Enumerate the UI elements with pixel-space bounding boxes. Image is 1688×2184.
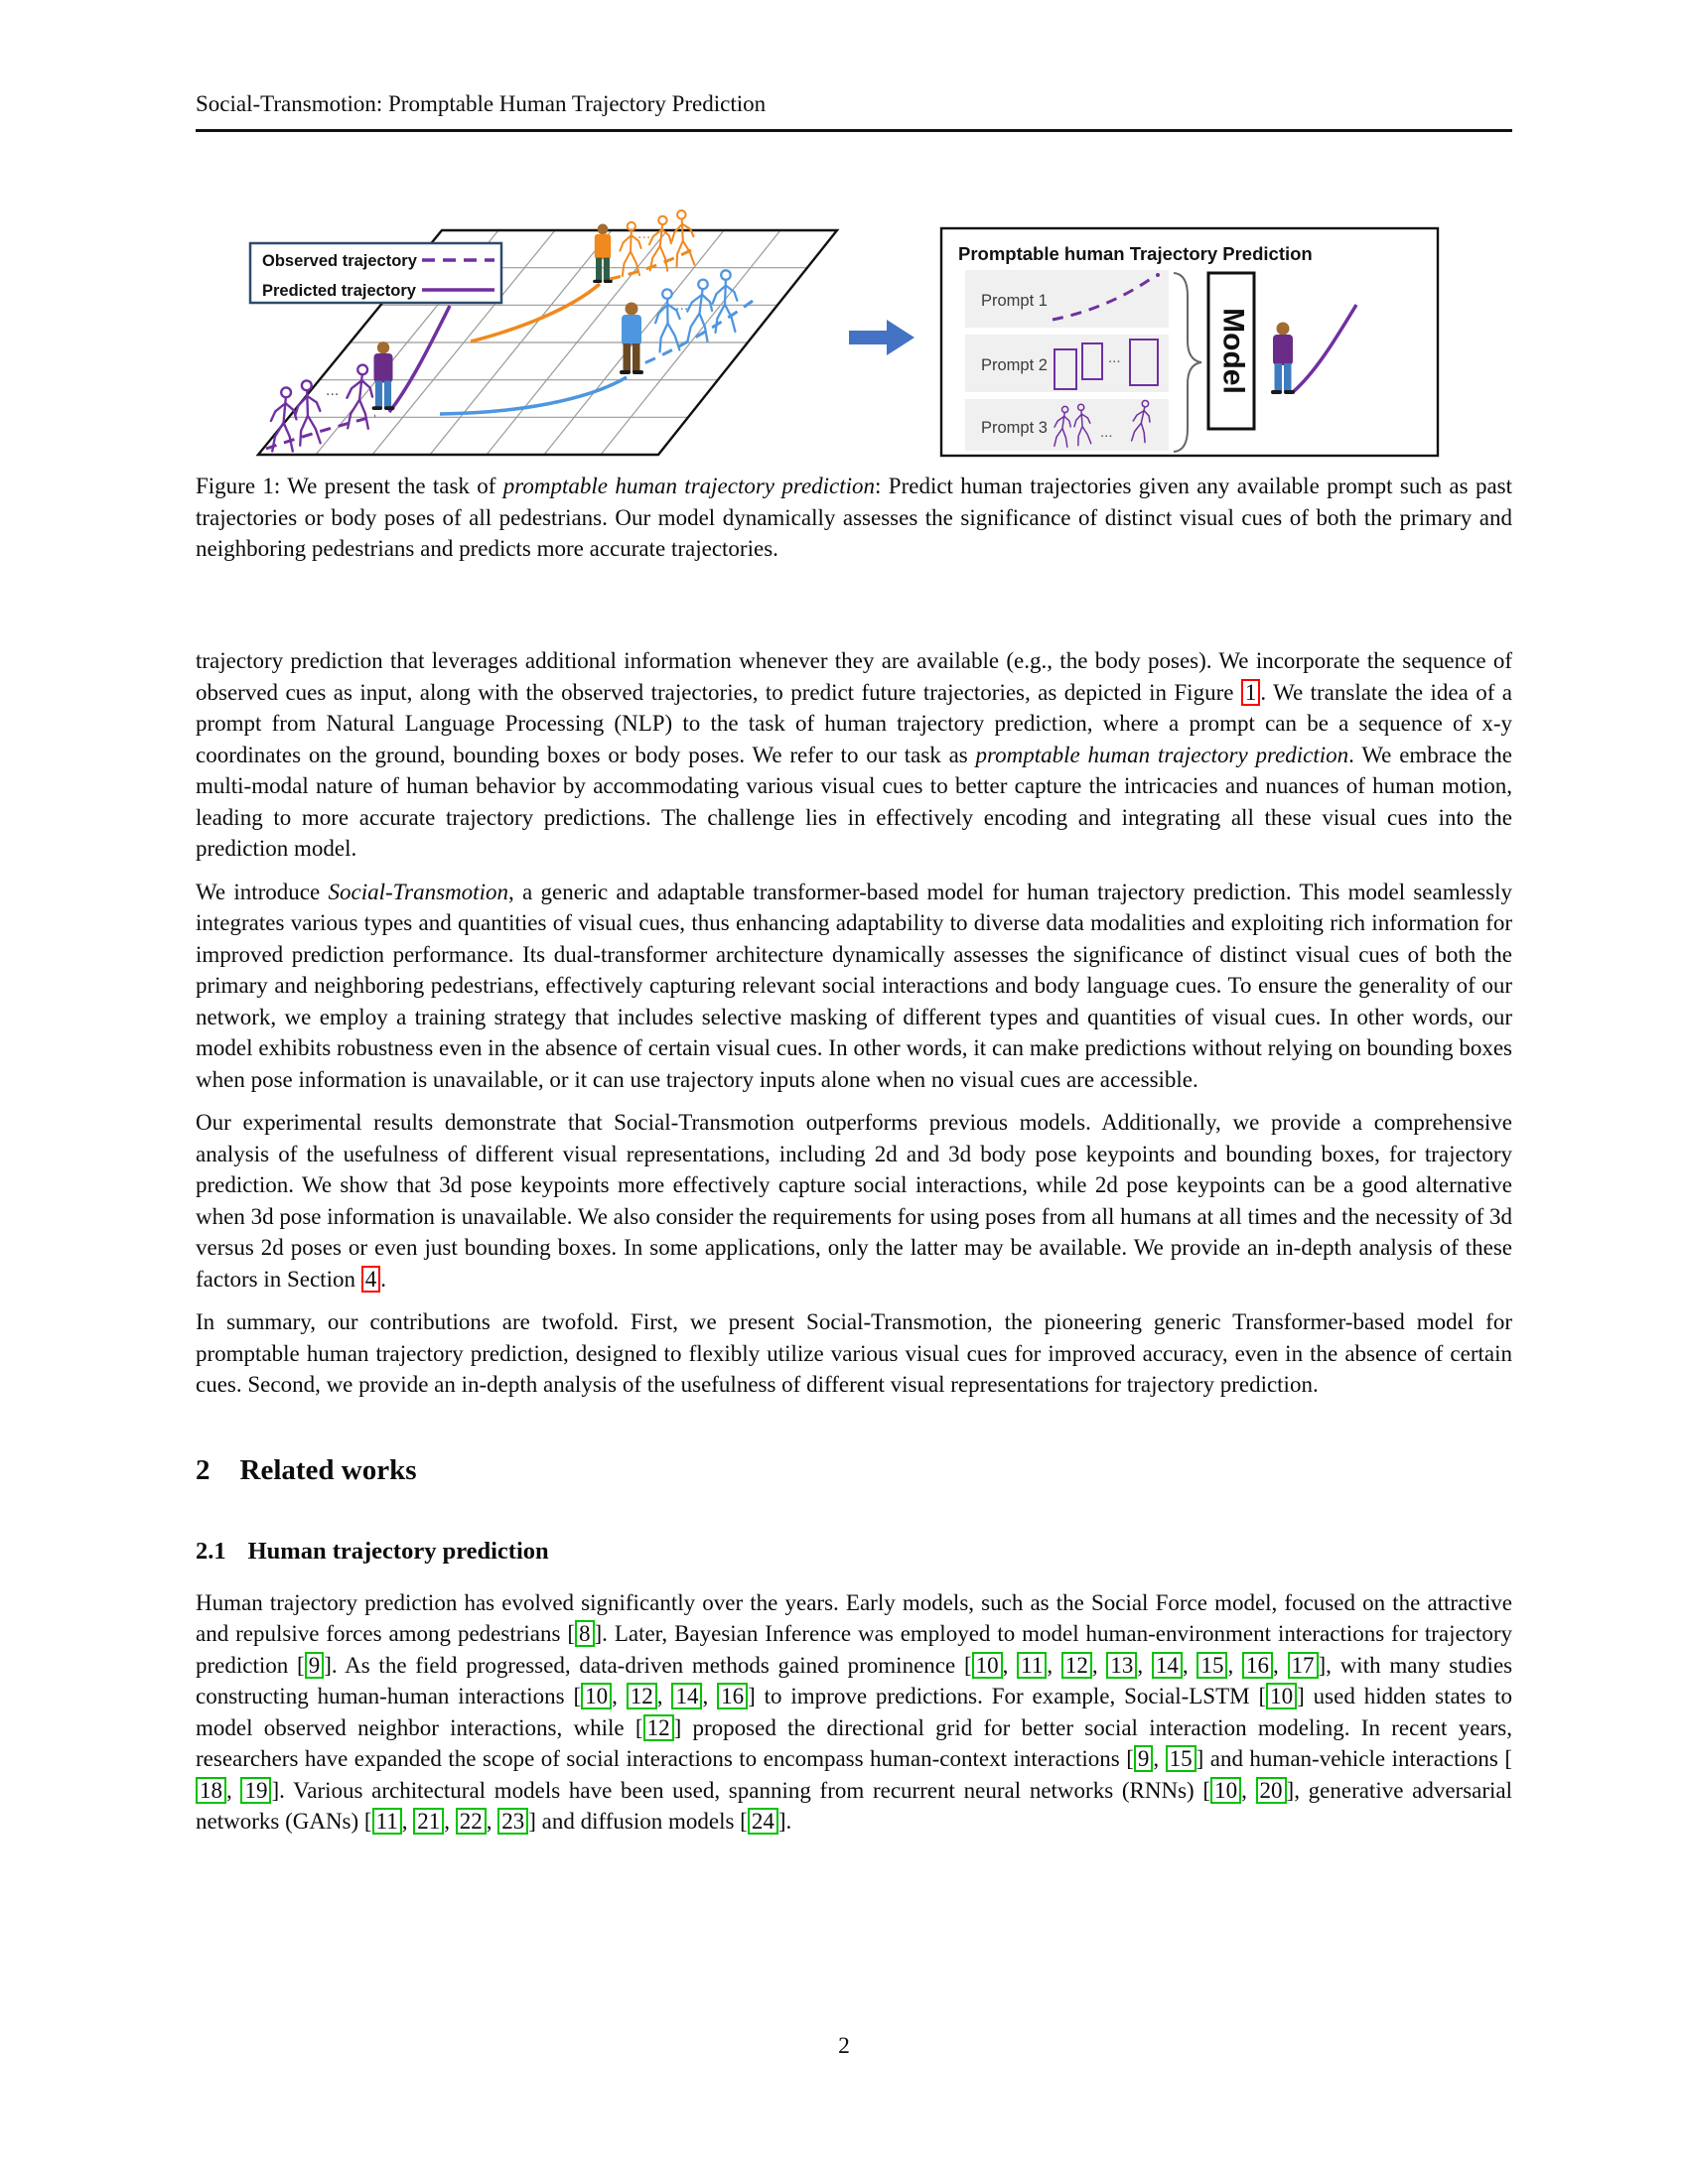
prompt-row-2 xyxy=(965,335,1169,392)
observed-trajectory-blue xyxy=(639,301,753,365)
text-segment: ]. xyxy=(777,1809,792,1834)
text-segment: promptable human trajectory prediction xyxy=(502,474,876,498)
text-segment: . We embrace the multi-modal nature of human behavior by accommodating various visual cues to better capture the intricacies and nuances of human motion, leading to more accurate trajectory predictions. The challenge lies in effectively encoding and integrating all these visual cues into the prediction model. xyxy=(196,742,1518,861)
citation-link[interactable]: 22 xyxy=(456,1808,487,1835)
text-segment: , xyxy=(1227,1652,1242,1678)
person-blue xyxy=(620,303,643,375)
text-segment: , xyxy=(401,1809,414,1834)
text-segment: , xyxy=(1091,1652,1107,1678)
citation-link[interactable]: 13 xyxy=(1106,1652,1137,1679)
paragraph xyxy=(196,877,1518,1096)
paragraph xyxy=(196,645,1518,865)
text-segment: promptable human trajectory prediction xyxy=(975,742,1349,767)
internal-ref-link[interactable]: 1 xyxy=(1241,679,1261,706)
text-segment: , xyxy=(656,1684,672,1708)
text-segment: ]. Various architectural models have been used, spanning from recurrent neural networks (RNNs) [ xyxy=(271,1777,1211,1803)
text-segment: Our experimental results demonstrate that Social-Transmotion outperforms previous models. Additionally, we provide a comprehensive analysis of the usefulness of different visual representations, including 2d and 3d body pose keypoints and bounding boxes, for trajectory prediction. We show that 3d pose keypoints more effectively capture social interactions, while 2d pose keypoints can be a good alternative when 3d pose information is unavailable. We also consider the requirements for using poses from all humans at all times and the necessity of 3d versus 2d poses or even just bounding boxes. In some applications, only the latter may be available. We provide an in-depth analysis of these factors in Section xyxy=(196,1110,1518,1292)
text-segment: ], generative adversarial networks (GANs) [ xyxy=(196,1777,1518,1834)
text-segment: , xyxy=(1002,1652,1018,1678)
ellipsis-prompt-2: ... xyxy=(1108,349,1121,366)
text-segment: , xyxy=(1182,1652,1197,1678)
panel-title: Promptable human Trajectory Prediction xyxy=(958,243,1313,264)
text-segment: , a generic and adaptable transformer-based model for human trajectory prediction. This model seamlessly integrates various types and quantities of visual cues, thus enhancing adaptability to diverse data modalities and exploiting rich information for improved prediction performance. Its dual-transformer architecture dynamically assesses the significance of distinct visual cues of both the primary and neighboring pedestrians, effectively capturing relevant social interactions and body language cues. To ensure the generality of our network, we employ a training strategy that includes selective masking of different types and quantities of visual cues. In other words, our model exhibits robustness even in the absence of certain visual cues. In other words, it can make predictions without relying on bounding boxes when pose information is unavailable, or it can use trajectory inputs alone when no visual cues are accessible. xyxy=(196,879,1518,1092)
section-heading-related-works xyxy=(196,1454,1512,1487)
text-segment: , xyxy=(1047,1652,1061,1678)
promptable-panel xyxy=(941,228,1438,456)
text-segment: ]. As the field progressed, data-driven methods gained prominence [ xyxy=(324,1652,972,1678)
text-segment: , xyxy=(486,1809,498,1834)
text-segment: , xyxy=(1241,1777,1256,1803)
paragraph xyxy=(196,1306,1518,1401)
text-segment: , xyxy=(226,1777,241,1803)
body-column xyxy=(196,645,1518,1849)
citation-link[interactable]: 10 xyxy=(581,1683,612,1709)
citation-link[interactable]: 10 xyxy=(1210,1777,1241,1804)
prompt-2-label: Prompt 2 xyxy=(981,356,1048,374)
text-segment: , xyxy=(702,1684,718,1708)
text-segment: Social-Transmotion xyxy=(328,879,508,904)
pedestrian-purple xyxy=(266,306,450,453)
citation-link[interactable]: 10 xyxy=(972,1652,1003,1679)
text-segment: . We translate the idea of a prompt from Natural Language Processing (NLP) to the task of human trajectory prediction, where a prompt can be a sequence of x-y coordinates on the ground, bounding boxes or body poses. We refer to our task as xyxy=(196,679,1518,767)
prompt-3-label: Prompt 3 xyxy=(981,419,1048,437)
subsection-number: 2.1 xyxy=(196,1537,226,1565)
text-segment: ] and diffusion models [ xyxy=(528,1809,748,1834)
ellipsis-orange: ... xyxy=(637,225,651,242)
text-segment: Human trajectory prediction has evolved significantly over the years. Early models, such as the Social Force model, focused on the attractive and repulsive forces among pedestrians [ xyxy=(196,1589,1518,1646)
citation-link[interactable]: 20 xyxy=(1256,1777,1287,1804)
citation-link[interactable]: 19 xyxy=(240,1777,271,1804)
citation-link[interactable]: 9 xyxy=(1134,1745,1154,1772)
subsection-heading-human-trajectory-prediction xyxy=(196,1537,1512,1566)
citation-link[interactable]: 18 xyxy=(196,1777,226,1804)
model-box xyxy=(1208,273,1254,429)
person-purple xyxy=(372,341,395,410)
citation-link[interactable]: 11 xyxy=(1017,1652,1047,1679)
citation-link[interactable]: 9 xyxy=(305,1652,325,1679)
citation-link[interactable]: 14 xyxy=(1152,1652,1183,1679)
prompt-1-label: Prompt 1 xyxy=(981,292,1048,310)
text-segment: In summary, our contributions are twofold. First, we present Social-Transmotion, the pioneering generic Transformer-based model for promptable human trajectory prediction, designed to flexibly utilize various visual cues for improved accuracy, even in the absence of certain cues. Second, we provide an in-depth analysis of the usefulness of different visual representations for trajectory prediction. xyxy=(196,1309,1518,1397)
text-segment: , xyxy=(1137,1652,1152,1678)
text-segment: , xyxy=(1272,1652,1288,1678)
citation-link[interactable]: 17 xyxy=(1288,1652,1319,1679)
citation-link[interactable]: 23 xyxy=(497,1808,528,1835)
legend-observed-label: Observed trajectory xyxy=(262,252,417,270)
model-label: Model xyxy=(1216,308,1250,394)
citation-link[interactable]: 14 xyxy=(671,1683,702,1709)
arrow-right-icon xyxy=(849,320,914,355)
text-segment: We introduce xyxy=(196,879,329,904)
paragraph xyxy=(196,1587,1518,1838)
citation-link[interactable]: 11 xyxy=(372,1808,402,1835)
ellipsis-blue: ... xyxy=(675,297,689,314)
citation-link[interactable]: 8 xyxy=(575,1620,595,1647)
citation-link[interactable]: 21 xyxy=(413,1808,444,1835)
running-header: Social-Transmotion: Promptable Human Trajectory Prediction xyxy=(196,91,767,116)
text-segment: : Predict human trajectories given any available prompt such as past trajectories or body poses of all pedestrians. Our model dynamically assesses the significance of distinct visual cues of both the primary and neighboring pedestrians and predicts more accurate trajectories. xyxy=(196,474,1518,561)
text-segment: trajectory prediction that leverages additional information whenever they are available (e.g., the body poses). We incorporate the sequence of observed cues as input, along with the observed trajectories, to predict future trajectories, as depicted in Figure xyxy=(196,648,1518,705)
page-number: 2 xyxy=(838,2033,850,2059)
figure-legend xyxy=(250,243,501,303)
text-segment: , xyxy=(444,1809,456,1834)
paragraph xyxy=(196,1107,1518,1295)
text-segment: Figure 1: We present the task of xyxy=(196,474,503,498)
citation-link[interactable]: 12 xyxy=(643,1714,674,1741)
section-title: Related works xyxy=(239,1453,417,1486)
text-segment: . xyxy=(380,1266,386,1292)
ellipsis-prompt-3: ... xyxy=(1100,424,1113,441)
citation-link[interactable]: 24 xyxy=(748,1808,778,1835)
ellipsis-purple: ... xyxy=(326,382,340,399)
text-segment: , xyxy=(1153,1746,1166,1771)
figure-1 xyxy=(179,139,1509,467)
citation-link[interactable]: 12 xyxy=(1061,1652,1092,1679)
text-segment: ]. Later, Bayesian Inference was employed to model human-environment interactions for trajectory prediction [ xyxy=(196,1621,1518,1678)
citation-link[interactable]: 15 xyxy=(1166,1745,1196,1772)
citation-link[interactable]: 16 xyxy=(717,1683,748,1709)
header-rule xyxy=(196,129,1512,132)
legend-predicted-label: Predicted trajectory xyxy=(262,282,416,300)
text-segment: ] and human-vehicle interactions [ xyxy=(1196,1746,1512,1771)
citation-link[interactable]: 15 xyxy=(1196,1652,1227,1679)
figure-caption xyxy=(196,471,1518,565)
prompt-row-3 xyxy=(965,399,1169,451)
citation-link[interactable]: 10 xyxy=(1266,1683,1297,1709)
text-segment: ] to improve predictions. For example, Social-LSTM [ xyxy=(748,1684,1267,1708)
text-segment: , xyxy=(612,1684,627,1708)
subsection-title: Human trajectory prediction xyxy=(247,1537,549,1565)
citation-link[interactable]: 16 xyxy=(1242,1652,1273,1679)
internal-ref-link[interactable]: 4 xyxy=(361,1266,381,1293)
text-segment: ], with many studies constructing human-human interactions [ xyxy=(196,1652,1518,1708)
prompt-row-1 xyxy=(965,270,1169,328)
text-segment: ] proposed the directional grid for better social interaction modeling. In recent years, researchers have expanded the scope of social interactions to encompass human-context interactions [ xyxy=(196,1714,1518,1771)
citation-link[interactable]: 12 xyxy=(627,1683,657,1709)
section-number: 2 xyxy=(196,1453,211,1486)
figure-1-graphic xyxy=(179,139,1509,467)
text-segment: ] used hidden states to model observed neighbor interactions, while [ xyxy=(196,1684,1518,1740)
